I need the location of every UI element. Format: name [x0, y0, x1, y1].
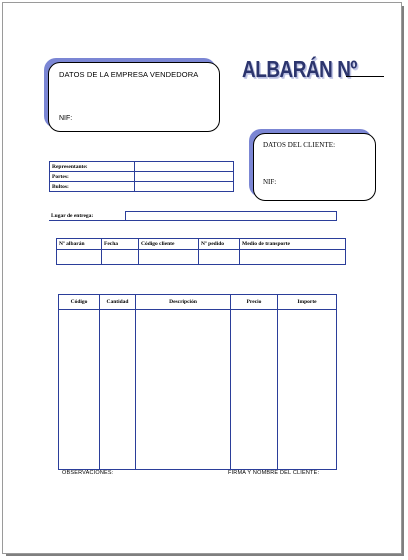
delivery-row	[49, 212, 337, 221]
details-table	[49, 161, 234, 192]
details-label: Representante:	[50, 162, 135, 172]
order-header-albaran: Nº albarán	[57, 239, 102, 250]
delivery-value-cell[interactable]	[126, 212, 337, 221]
order-value-cell[interactable]	[139, 250, 199, 265]
details-label: Portes:	[50, 172, 135, 182]
details-value-cell[interactable]	[135, 182, 234, 192]
items-body-row	[59, 310, 337, 470]
order-header-pedido: Nº pedido	[199, 239, 240, 250]
order-info-table	[56, 238, 346, 265]
order-value-row	[57, 250, 346, 265]
items-header-row	[59, 295, 337, 310]
albaran-number-line	[346, 76, 384, 77]
vendor-box-title: DATOS DE LA EMPRESA VENDEDORA	[59, 70, 199, 79]
client-box-title: DATOS DEL CLIENTE:	[263, 141, 336, 149]
items-header-cantidad: Cantidad	[100, 295, 136, 310]
items-body-precio[interactable]	[231, 310, 278, 470]
items-header-codigo: Código	[59, 295, 100, 310]
details-value-cell[interactable]	[135, 172, 234, 182]
client-signature-label: FIRMA Y NOMBRE DEL CLIENTE:	[228, 470, 320, 476]
items-body-cantidad[interactable]	[100, 310, 136, 470]
albaran-title: ALBARÁN Nº	[242, 56, 357, 82]
details-row	[50, 172, 234, 182]
client-data-box	[253, 133, 376, 201]
items-body-codigo[interactable]	[59, 310, 100, 470]
observations-label: OBSERVACIONES:	[62, 470, 114, 476]
details-value-cell[interactable]	[135, 162, 234, 172]
items-header-precio: Precio	[231, 295, 278, 310]
order-header-transporte: Medio de transporte	[240, 239, 346, 250]
items-body-importe[interactable]	[278, 310, 337, 470]
client-nif-label: NIF:	[263, 178, 277, 186]
details-label: Bultos:	[50, 182, 135, 192]
order-value-cell[interactable]	[102, 250, 139, 265]
vendor-nif-label: NIF:	[59, 115, 73, 122]
delivery-table	[49, 211, 337, 221]
order-value-cell[interactable]	[57, 250, 102, 265]
details-row	[50, 182, 234, 192]
document-title	[238, 56, 386, 80]
items-header-descripcion: Descripción	[136, 295, 231, 310]
order-header-fecha: Fecha	[102, 239, 139, 250]
order-header-codigo-cliente: Código cliente	[139, 239, 199, 250]
order-value-cell[interactable]	[240, 250, 346, 265]
items-header-importe: Importe	[278, 295, 337, 310]
order-value-cell[interactable]	[199, 250, 240, 265]
vendor-data-box	[48, 62, 220, 132]
delivery-label: Lugar de entrega:	[49, 212, 126, 221]
order-header-row	[57, 239, 346, 250]
items-body-descripcion[interactable]	[136, 310, 231, 470]
items-table	[58, 294, 337, 470]
details-row	[50, 162, 234, 172]
